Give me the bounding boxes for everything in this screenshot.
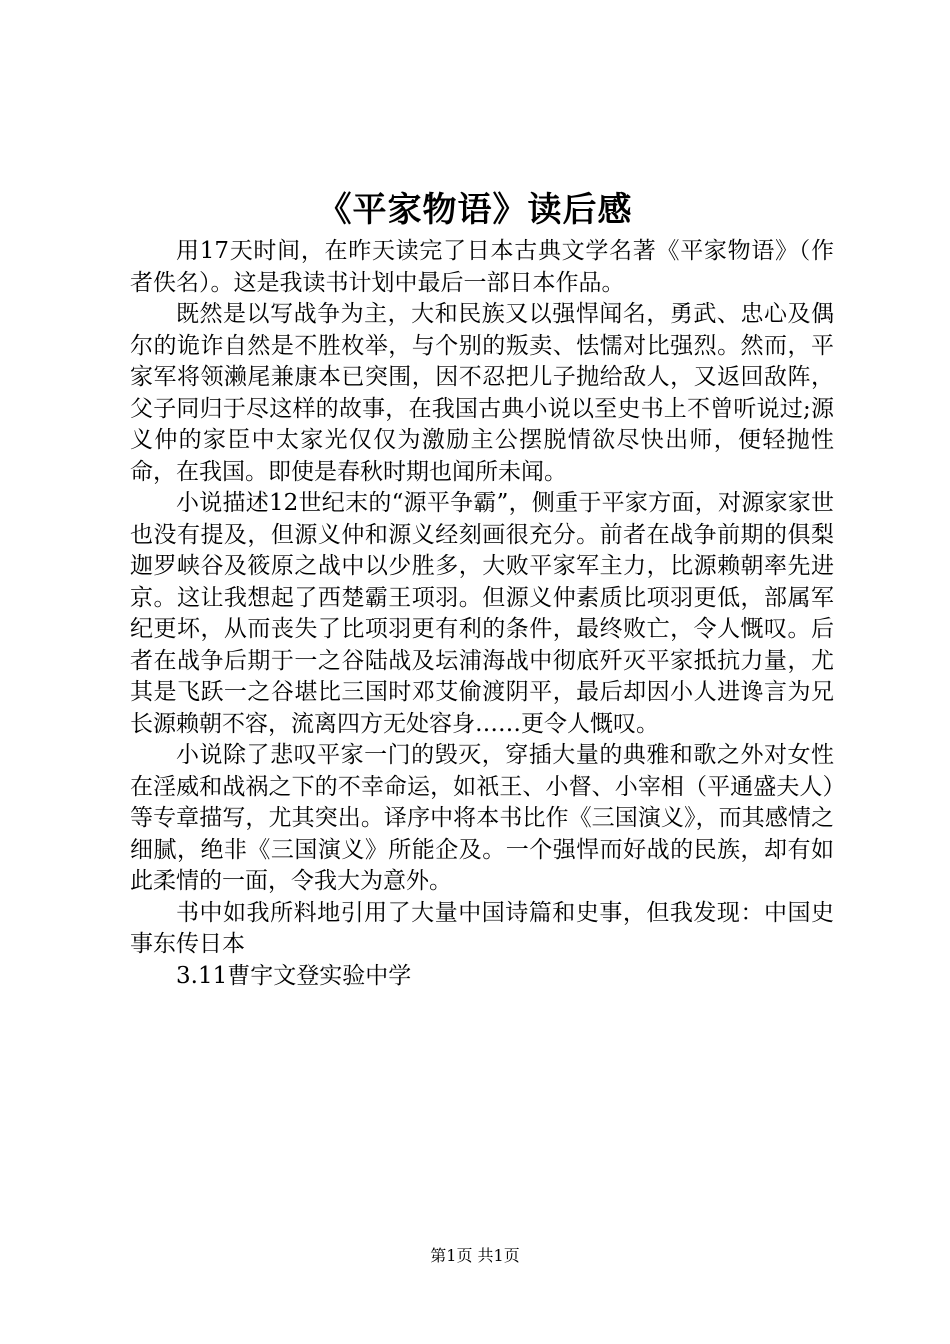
page-footer: 第1页 共1页 (430, 1246, 520, 1265)
paragraph-3: 小说描述12世纪末的“源平争霸”，侧重于平家方面，对源家家世也没有提及，但源义仲和源义经刻画很充分。前者在战争前期的俱梨迦罗峡谷及筱原之战中以少胜多，大败平家军主力，比源赖朝率先进京。这让我想起了西楚霸王项羽。但源义仲素质比项羽更低，部属军纪更坏，从而丧失了比项羽更有利的条件，最终败亡，令人慨叹。后者在战争后期于一之谷陆战及坛浦海战中彻底歼灭平家抵抗力量，尤其是飞跃一之谷堪比三国时邓艾偷渡阴平，最后却因小人进谗言为兄长源赖朝不容，流离四方无处容身……更令人慨叹。 (130, 490, 834, 737)
paragraph-5: 书中如我所料地引用了大量中国诗篇和史事，但我发现：中国史事东传日本 (130, 899, 834, 957)
document-body (130, 236, 834, 992)
signature: 3.11曹宇文登实验中学 (176, 962, 412, 989)
paragraph-4: 小说除了悲叹平家一门的毁灭，穿插大量的典雅和歌之外对女性在淫威和战祸之下的不幸命运，如祇王、小督、小宰相（平通盛夫人）等专章描写，尤其突出。译序中将本书比作《三国演义》，而其感情之细腻，绝非《三国演义》所能企及。一个强悍而好战的民族，却有如此柔情的一面，令我大为意外。 (130, 742, 834, 894)
paragraph-1: 用17天时间，在昨天读完了日本古典文学名著《平家物语》（作者佚名）。这是我读书计划中最后一部日本作品。 (130, 238, 834, 296)
paragraph-2: 既然是以写战争为主，大和民族又以强悍闻名，勇武、忠心及偶尔的诡诈自然是不胜枚举，与个别的叛卖、怯懦对比强烈。然而，平家军将领濑尾兼康本已突围，因不忍把儿子抛给敌人，又返回敌阵，父子同归于尽这样的故事，在我国古典小说以至史书上不曾听说过;源义仲的家臣中太家光仅仅为激励主公摆脱情欲尽快出师，便轻抛性命，在我国。即使是春秋时期也闻所未闻。 (130, 301, 834, 485)
document-title: 《平家物语》读后感 (317, 190, 633, 230)
